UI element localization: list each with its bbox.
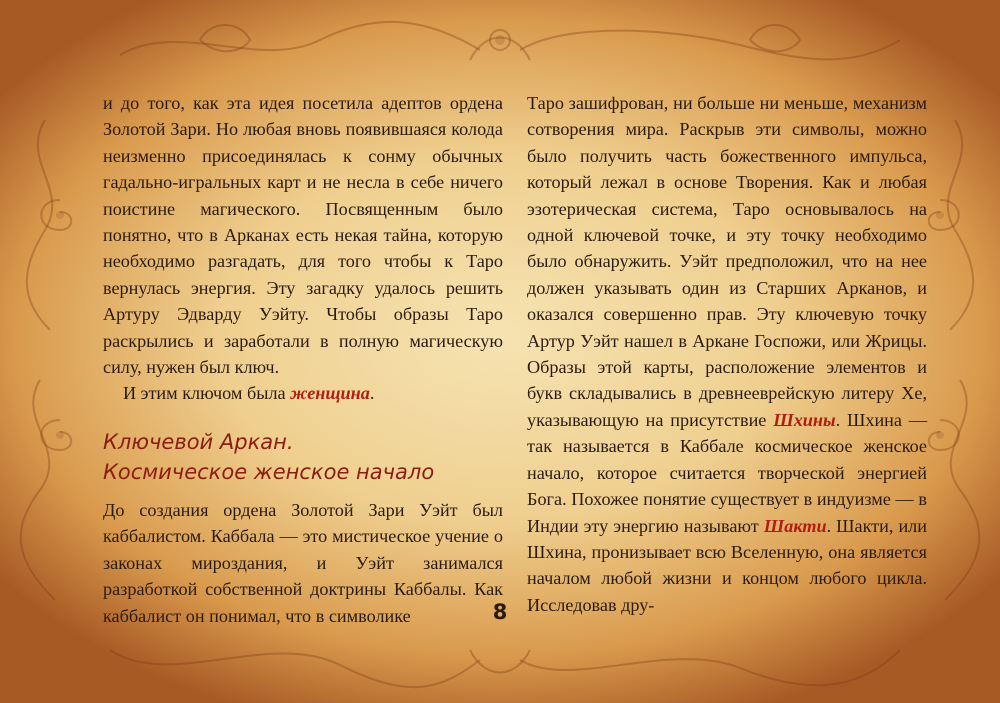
left-paragraph-2-prefix: И этим ключом была bbox=[123, 383, 291, 404]
section-heading-line-2: Космическое женское начало bbox=[103, 459, 435, 484]
section-heading-line-1: Ключевой Аркан. bbox=[103, 429, 294, 454]
left-paragraph-2-suffix: . bbox=[369, 383, 375, 404]
right-column bbox=[527, 90, 927, 618]
highlight-shekhinah: Шхины bbox=[773, 409, 836, 430]
left-column bbox=[103, 90, 503, 629]
right-paragraph bbox=[527, 90, 927, 618]
highlight-shakti: Шакти bbox=[763, 515, 827, 536]
highlight-woman: женщина bbox=[290, 383, 370, 404]
left-paragraph-1: и до того, как эта идея посетила адептов ордена Золотой Зари. Но любая вновь появившаяся колода неизменно присоединялась к сонму обычных гадально-игральных карт и не несла в себе ничего поистине магического. Посвященным было понятно, что в Арканах есть некая тайна, которую необходимо разгадать, для того чтобы к Таро вернулась энергия. Эту загадку удалось решить Артуру Эдварду Уэйту. Чтобы образы Таро раскрылись и заработали в полную магическую силу, нужен был ключ. bbox=[103, 93, 503, 378]
left-paragraph-3: До создания ордена Золотой Зари Уэйт был каббалистом. Каббала — это мистическое учение о законах мироздания, и Уэйт занимался разработкой собственной доктрины Каббалы. Как каббалист он понимал, что в символике bbox=[103, 499, 503, 626]
right-text-part-2: . Шхина — так называется в Каббале космическое женское начало, которое считается творческой энергией Бога. Похожее понятие существует в индуизме — в Индии эту энергию называют bbox=[527, 409, 928, 536]
right-text-part-1: Таро зашифрован, ни больше ни меньше, механизм сотворения мира. Раскрыв эти символы, можно было получить часть божественного импульса, который лежал в основе Творения. Как и любая эзотерическая система, Таро основывалось на одной ключевой точке, и эту точку необходимо было обнаружить. Уэйт предположил, что на нее должен указывать один из Старших Арканов, и оказался совершенно прав. Эту ключевую точку Артур Уэйт нашел в Аркане Госпожи, или Жрицы. Образы этой карты, расположение элементов и букв складывались в древнееврейскую литеру Хе, указывающую на присутствие bbox=[527, 93, 927, 430]
section-heading bbox=[103, 427, 503, 487]
page-number: 8 bbox=[492, 600, 508, 624]
right-text-part-3: . Шакти, или Шхина, пронизывает всю Вселенную, она является началом любой жизни и концом любого цикла. Исследовав дру- bbox=[527, 515, 927, 615]
left-paragraph-2 bbox=[103, 380, 503, 406]
